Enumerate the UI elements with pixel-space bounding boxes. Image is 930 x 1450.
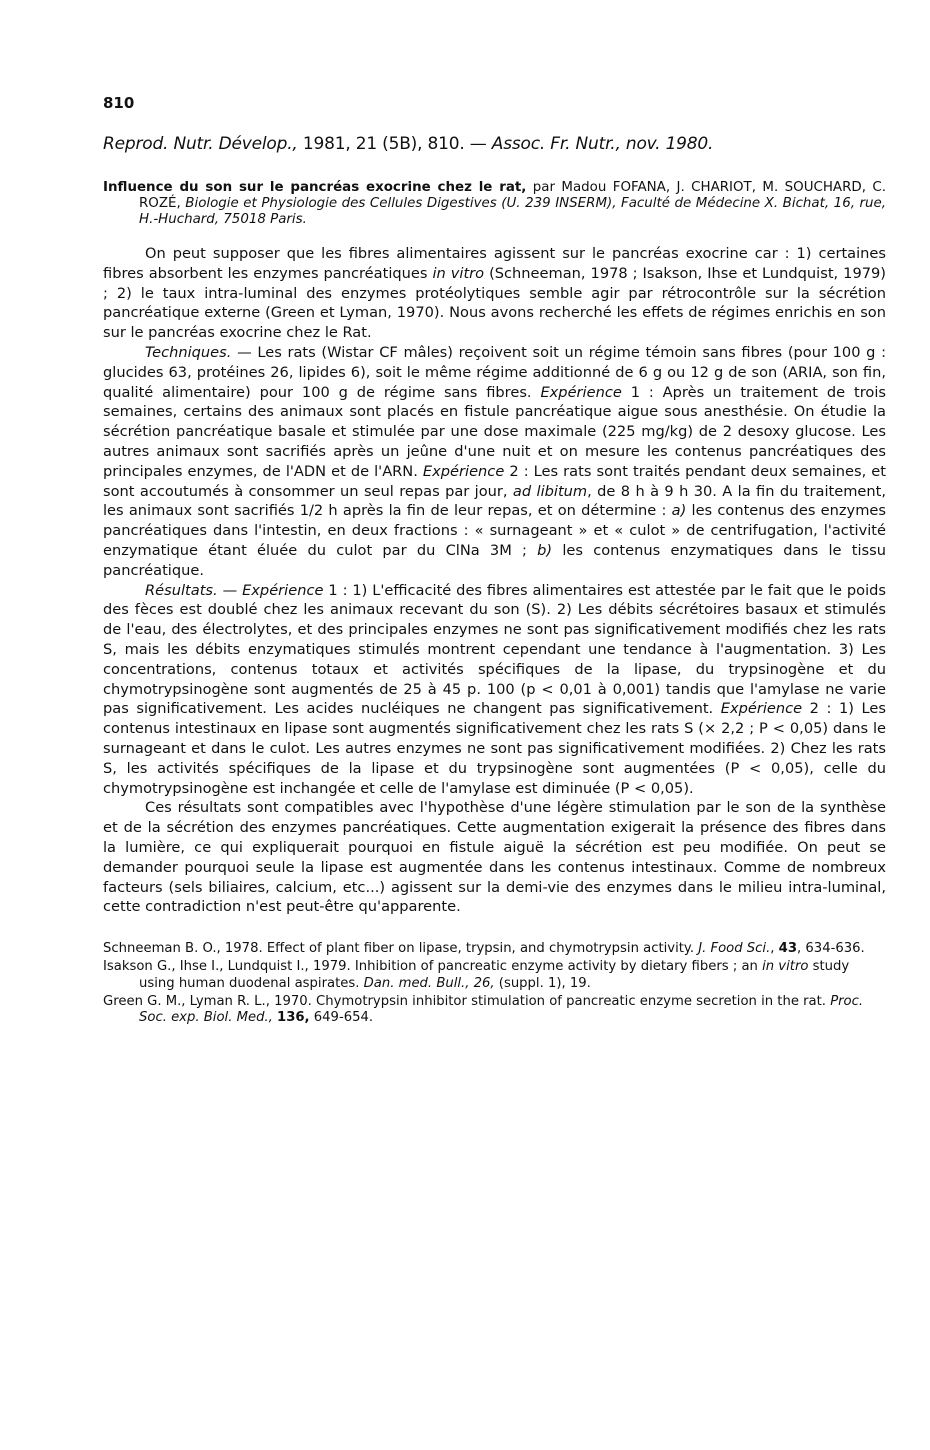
text-italic: J. Food Sci.	[698, 941, 771, 957]
text-italic: Proc. Soc. exp. Biol. Med.,	[139, 993, 864, 1026]
journal-citation	[103, 134, 886, 154]
text: —	[217, 581, 243, 599]
text: , de 8 h à 9 h 30. A la fin du traitement, les animaux sont sacrifiés 1/2 h après la fin de leur repas, et on détermine :	[103, 482, 887, 520]
text-italic: b)	[537, 541, 553, 559]
paragraph-results	[103, 581, 886, 799]
text: Schneeman B. O., 1978. Effect of plant fiber on lipase, trypsin, and chymotrypsin activity.	[103, 941, 699, 957]
text-italic: Expérience	[720, 700, 803, 718]
text: (Schneeman, 1978 ; Isakson, Ihse et Lundquist, 1979) ; 2) le taux intra-luminal des enzymes protéolytiques semble agir par rétrocontrôle sur la sécrétion pancréatique externe (Green et Lyman, 1970). Nous avons recherché les effets de régimes enrichis en son sur le pancréas exocrine chez le Rat.	[103, 264, 886, 342]
text: , 634-636.	[797, 941, 865, 957]
text: 1 : Après un traitement de trois semaines, certains des animaux sont placés en fistule pancréatique aigue sous anesthésie. On étudie la sécrétion pancréatique basale et stimulée par une dose maximale (225 mg/kg) de 2 desoxy glucose. Les autres animaux sont sacrifiés après un jeûne d'une nuit et on mesure les contenus pancréatiques des principales enzymes, de l'ADN et de l'ARN.	[103, 383, 887, 480]
section-label: Résultats.	[145, 581, 218, 599]
text-bold: 136,	[277, 1010, 310, 1026]
text-italic: Expérience	[422, 462, 505, 480]
page	[103, 88, 886, 1029]
text-italic: Expérience	[242, 581, 324, 599]
text-italic: ad libitum	[512, 482, 588, 500]
page-number: 810	[103, 94, 135, 112]
text: 2 : Les rats sont traités pendant deux semaines, et sont accoutumés à consommer un seul repas par jour,	[103, 462, 886, 500]
reference-item	[103, 959, 886, 992]
article-header	[103, 180, 886, 228]
journal-name: Reprod. Nutr. Dévelop.,	[103, 134, 298, 154]
text: les contenus des enzymes pancréatiques dans l'intestin, en deux fractions : « surnageant » et « culot » de centrifugation, l'activité enzymatique étant éluée du culot par du ClNa 3M ;	[103, 502, 886, 559]
article-title: Influence du son sur le pancréas exocrine chez le rat,	[103, 180, 527, 195]
section-label: Techniques.	[145, 343, 232, 361]
reference-item	[103, 941, 886, 957]
association: Assoc. Fr. Nutr., nov. 1980.	[491, 134, 714, 154]
text-italic: Dan. med. Bull., 26,	[363, 975, 495, 991]
article-body	[103, 244, 886, 917]
text: On peut supposer que les fibres alimentaires agissent sur le pancréas exocrine car : 1) certaines fibres absorbent les enzymes pancréatiques	[103, 245, 886, 282]
text: — Les rats (Wistar CF mâles) reçoivent soit un régime témoin sans fibres (pour 100 g : glucides 63, protéines 26, lipides 6), soit le même régime additionné de 6 g ou 12 g de son (ARIA, son fin, qualité alimentaire) pour 100 g de régime sans fibres.	[103, 343, 886, 401]
text: ,	[770, 941, 779, 957]
text-italic: Expérience	[540, 383, 622, 401]
paragraph-intro	[103, 244, 886, 343]
article-authors: par Madou FOFANA, J. CHARIOT, M. SOUCHARD, C. ROZÉ,	[139, 180, 886, 211]
text-italic: in vitro	[762, 959, 809, 975]
text: Isakson G., Ihse I., Lundquist I., 1979. Inhibition of pancreatic enzyme activity by dietary fibers ; an	[103, 959, 763, 975]
text-italic: in vitro	[432, 264, 485, 282]
text: study using human duodenal aspirates.	[139, 959, 850, 991]
journal-year-volume: 1981, 21 (5B), 810. —	[302, 134, 487, 154]
text: (suppl. 1), 19.	[494, 975, 591, 991]
references	[103, 941, 886, 1026]
article-affiliation: Biologie et Physiologie des Cellules Digestives (U. 239 INSERM), Faculté de Médecine X. Bichat, 16, rue, H.-Huchard, 75018 Paris.	[139, 196, 886, 227]
text-italic: a)	[671, 502, 687, 520]
text: 1 : 1) L'efficacité des fibres alimentaires est attestée par le fait que le poids des fèces est doublé chez les animaux recevant du son (S). 2) Les débits sécrétoires basaux et stimulés de l'eau, des électrolytes, et des principales enzymes ne sont pas significativement modifiés chez les rats S, mais les débits enzymatiques stimulés montrent cependant une tendance à l'augmentation. 3) Les concentrations, contenus totaux et activités spécifiques de la lipase, du trypsinogène et du chymotrypsinogène sont augmentés de 25 à 45 p. 100 (p < 0,01 à 0,001) tandis que l'amylase ne varie pas significativement. Les acides nucléiques ne changent pas significativement.	[103, 581, 887, 718]
paragraph-conclusion: Ces résultats sont compatibles avec l'hypothèse d'une légère stimulation par le son de la synthèse et de la sécrétion des enzymes pancréatiques. Cette augmentation exigerait la présence des fibres dans la lumière, ce qui expliquerait pourquoi en fistule aiguë la sécrétion est peu modifiée. On peut se demander pourquoi seule la lipase est augmentée dans les contenus intestinaux. Comme de nombreux facteurs (sels biliaires, calcium, etc...) agissent sur la demi-vie des enzymes dans le milieu intra-luminal, cette contradiction n'est peut-être qu'apparente.	[103, 799, 886, 916]
text: 649-654.	[309, 1010, 374, 1026]
text-bold: 43	[778, 941, 798, 957]
text: Green G. M., Lyman R. L., 1970. Chymotrypsin inhibitor stimulation of pancreatic enzyme secretion in the rat.	[103, 993, 831, 1009]
paragraph-techniques	[103, 343, 886, 581]
reference-item	[103, 994, 886, 1027]
text: 2 : 1) Les contenus intestinaux en lipase sont augmentés significativement chez les rats S (× 2,2 ; P < 0,05) dans le surnageant et dans le culot. Les autres enzymes ne sont pas significativement modifiées. 2) Chez les rats S, les activités spécifiques de la lipase et du trypsinogène sont augmentées (P < 0,05), celle du chymotrypsinogène est inchangée et celle de l'amylase est diminuée (P < 0,05).	[103, 700, 886, 797]
text: les contenus enzymatiques dans le tissu pancréatique.	[103, 541, 886, 579]
